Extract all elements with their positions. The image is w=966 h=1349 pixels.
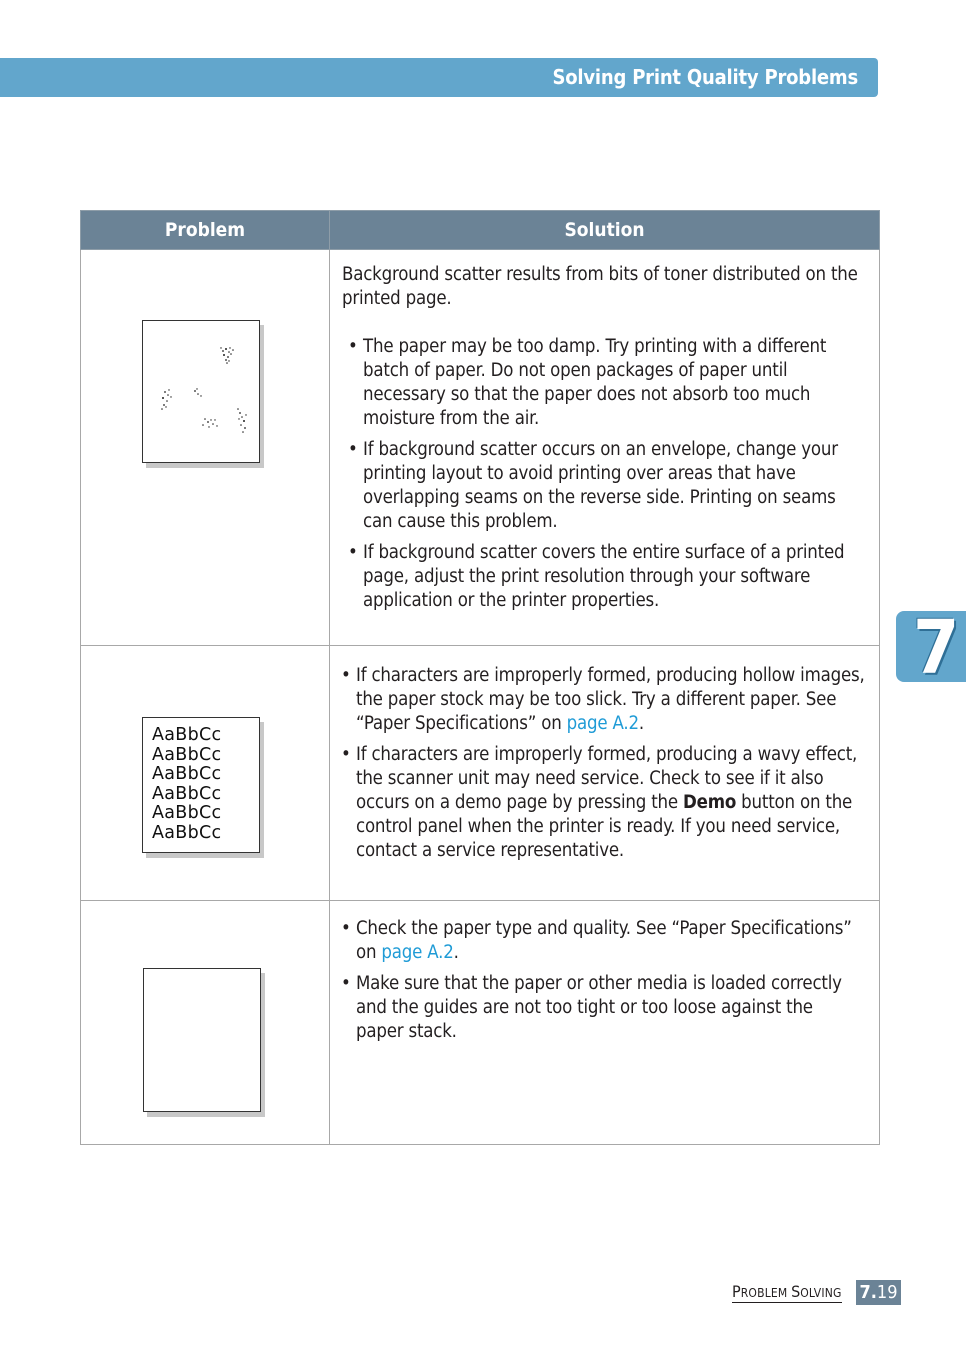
solution-cell: [330, 901, 880, 1145]
list-item: [335, 664, 865, 736]
problem-column-header: Problem: [81, 211, 330, 250]
table-row: [81, 901, 880, 1145]
table-row: [81, 646, 880, 901]
problem-cell: [81, 250, 330, 646]
list-item-text: .: [453, 942, 459, 963]
list-item-text: If characters are improperly formed, producing hollow images, the paper stock may be too slick. Try a different paper. See “Paper Specifications” on: [356, 665, 865, 734]
sample-text-block: [152, 726, 221, 843]
page-number: 7.19: [856, 1280, 901, 1305]
sample-text-line: AaBbCc: [152, 744, 222, 765]
list-item-text: .: [638, 713, 644, 734]
toner-scatter-graphic: [143, 321, 259, 462]
background-scatter-sample-image: [142, 320, 260, 463]
solution-list: [335, 917, 865, 1044]
demo-button-label: Demo: [683, 792, 737, 813]
sample-text-line: AaBbCc: [152, 803, 222, 823]
list-item: [335, 743, 865, 863]
problem-cell: [81, 646, 330, 901]
list-item-text: button on the control panel when the printer is ready. If you need service, contact a service representative.: [356, 792, 853, 861]
solution-cell: [330, 250, 880, 646]
page-a2-link[interactable]: page A.2: [381, 942, 454, 963]
footer-section-label: PROBLEM SOLVING: [732, 1282, 842, 1301]
solution-column-header: Solution: [330, 211, 880, 250]
problem-cell: [81, 901, 330, 1145]
list-item-text: If characters are improperly formed, producing a wavy effect, the scanner unit may need service. Check to see if it also occurs on a demo page by pressing the: [356, 744, 858, 813]
solution-list: [335, 664, 865, 863]
list-item: [335, 917, 865, 965]
list-item: • Make sure that the paper or other media is loaded correctly and the guides are not too tight or too loose against the paper stack.: [335, 972, 865, 1044]
solution-list: [342, 335, 865, 613]
sample-text-line: AaBbCc: [152, 725, 222, 745]
list-item: • If background scatter occurs on an envelope, change your printing layout to avoid printing over areas that have overlapping seams on the reverse side. Printing on seams can cause this problem.: [342, 438, 865, 534]
solution-intro: Background scatter results from bits of toner distributed on the printed page.: [342, 264, 858, 309]
sample-text-line: AaBbCc: [152, 822, 222, 843]
table-row: [81, 250, 880, 646]
list-item-text: Check the paper type and quality. See “Paper Specifications” on: [356, 918, 852, 963]
list-item: • If background scatter covers the entire surface of a printed page, adjust the print resolution through your software application or the printer properties.: [342, 541, 865, 613]
sample-text-line: AaBbCc: [152, 783, 222, 804]
page-a2-link[interactable]: page A.2: [566, 713, 639, 734]
solution-cell: [330, 646, 880, 901]
chapter-number: 7: [913, 605, 960, 691]
blank-page-sample-image: [143, 968, 261, 1112]
print-quality-table: [80, 210, 880, 1145]
chapter-tab[interactable]: [896, 605, 966, 691]
misformed-characters-sample-image: [142, 717, 260, 853]
header-bar: [0, 58, 878, 97]
list-item: • The paper may be too damp. Try printing with a different batch of paper. Do not open packages of paper until necessary so that the paper does not absorb too much moisture from the air.: [342, 335, 865, 431]
table-header-row: [81, 211, 880, 250]
sample-text-line: AaBbCc: [152, 764, 222, 784]
page-title: Solving Print Quality Problems: [552, 65, 858, 89]
